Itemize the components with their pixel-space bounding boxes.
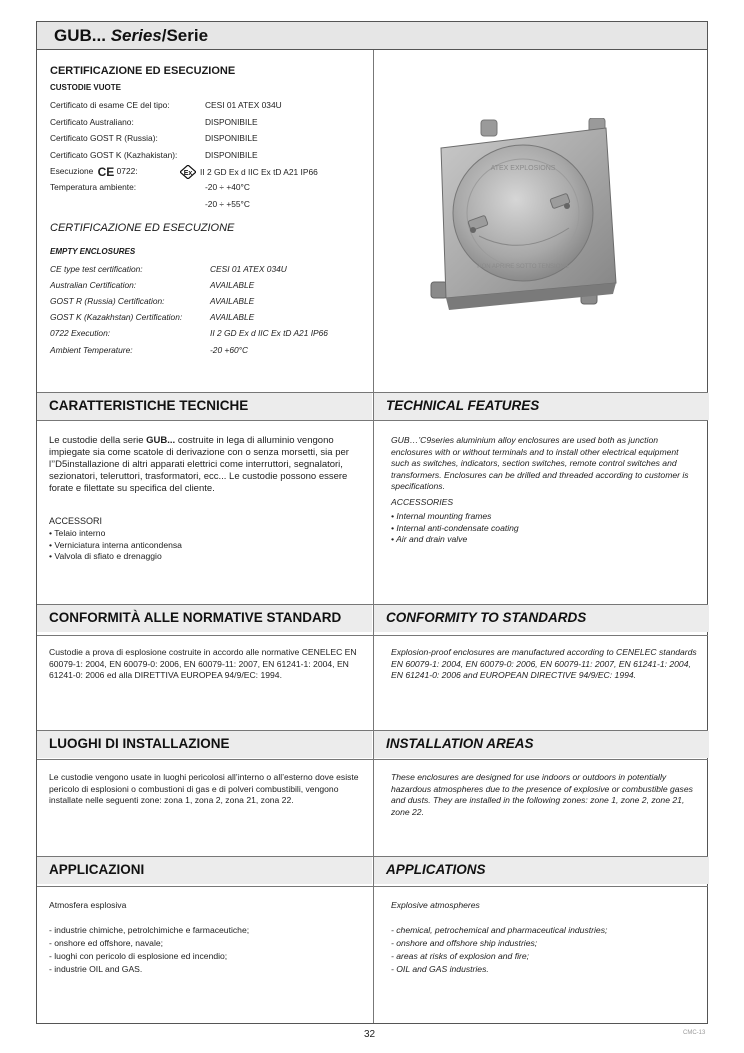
- inst-en-body: These enclosures are designed for use indoors or outdoors in potentially hazardous atmospheres due to the presence of explosive or combustible gases and dusts. They are installed in the following zones: zone 1, zone 2, zone 21, zone 22.: [391, 772, 693, 817]
- app-it-intro: Atmosfera esplosiva: [49, 900, 127, 910]
- svg-text:NON APRIRE SOTTO TENSIONE: NON APRIRE SOTTO TENSIONE: [477, 264, 569, 270]
- tech-en-acc-title: ACCESSORIES: [391, 497, 454, 507]
- svg-text:ATEX EXPLOSIONS: ATEX EXPLOSIONS: [490, 165, 556, 172]
- tech-en-body: GUB…’C9series aluminium alloy enclosures are used both as junction enclosures with or without terminals and to install other electrical equipment such as switches, indicators, section switches, remote control switches and transformers. Enclosures can be drilled and threaded according to customer is specifications.: [391, 435, 689, 491]
- title-series-it: /Serie: [161, 26, 209, 45]
- cert-en-row: GOST K (Kazakhstan) Certification: AVAILABLE: [50, 312, 255, 322]
- cert-it-heading: CERTIFICAZIONE ED ESECUZIONE: [50, 65, 236, 77]
- cert-it-row: Certificato Australiano: DISPONIBILE: [50, 117, 258, 127]
- tech-it-body: Le custodie della serie GUB... costruite in lega di alluminio vengono impiegate sia come scatole di derivazione con o senza morsetti, sia per l’’D5installazione di altri apparati elettrici come interruttori, segnalatori, sezionatori, teleruttori, trasformatori, ecc... Le custodie possono essere forate e filettate su specifica del cliente.: [49, 435, 349, 494]
- cert-en-row: Ambient Temperature: -20 +60°C: [50, 345, 249, 355]
- cert-en-row: Australian Certification: AVAILABLE: [50, 280, 255, 290]
- title-main: GUB...: [54, 26, 106, 45]
- cert-it-row: Certificato GOST R (Russia): DISPONIBILE: [50, 133, 258, 143]
- cert-en-row: CE type test certification: CESI 01 ATEX 034U: [50, 264, 287, 274]
- section-header: TECHNICAL FEATURES: [374, 393, 709, 420]
- section-header: CARATTERISTICHE TECNICHE: [37, 393, 372, 420]
- section-header: APPLICATIONS: [374, 857, 709, 884]
- cert-it-row: Certificato di esame CE del tipo: CESI 01 ATEX 034U: [50, 100, 282, 110]
- section-header: CONFORMITÀ ALLE NORMATIVE STANDARD: [37, 605, 372, 632]
- divider: [37, 420, 708, 421]
- section-header: INSTALLATION AREAS: [374, 731, 709, 758]
- section-header: CONFORMITY TO STANDARDS: [374, 605, 709, 632]
- ce-mark-icon: CE: [97, 165, 115, 179]
- app-en-list: - chemical, petrochemical and pharmaceutical industries; - onshore and offshore ship industries; - areas at risks of explosion and fire; - OIL and GAS industries.: [391, 925, 608, 974]
- app-it-list: - industrie chimiche, petrolchimiche e farmaceutiche; - onshore ed offshore, navale; - luoghi con pericolo di esplosione ed incendio; - industrie OIL and GAS.: [49, 925, 250, 974]
- cert-it-row: Certificato GOST K (Kazhakistan): DISPONIBILE: [50, 150, 258, 160]
- app-en-intro: Explosive atmospheres: [391, 900, 480, 910]
- conf-en-body: Explosion-proof enclosures are manufactured according to CENELEC standards EN 60079-1: 2004, EN 60079-0: 2006, EN 60079-11: 2007, EN 61241-1: 2004, EN 61241-0: 2006 and EUROPEAN DIRECTIVE 94/9/EC: 1994.: [391, 647, 697, 680]
- divider: [37, 886, 708, 887]
- divider: [37, 635, 708, 636]
- cert-it-row: Temperatura ambiente: -20 ÷ +40°C: [50, 182, 250, 192]
- inst-it-body: Le custodie vengono usate in luoghi pericolosi all’interno o all’esterno dove esiste pericolo di esplosioni o combustioni di gas e di polveri combustibili, vengono installate nelle seguenti zone: zona 1, zona 2, zona 21, zona 22.: [49, 772, 359, 805]
- footer-code: CMC-13: [683, 1030, 706, 1036]
- page-title: [54, 26, 208, 46]
- title-bar: [36, 21, 708, 50]
- section-header: LUOGHI DI INSTALLAZIONE: [37, 731, 372, 758]
- cert-it-sub: CUSTODIE VUOTE: [50, 83, 121, 92]
- tech-it-acc-list: • Telaio interno • Verniciatura interna anticondensa • Valvola di sfiato e drenaggio: [49, 528, 182, 561]
- cert-en-row: GOST R (Russia) Certification: AVAILABLE: [50, 296, 255, 306]
- cert-en-heading: CERTIFICAZIONE ED ESECUZIONE: [50, 222, 235, 234]
- product-photo: [401, 118, 631, 318]
- tech-it-acc-title: ACCESSORI: [49, 516, 103, 526]
- cert-en-sub: EMPTY ENCLOSURES: [50, 247, 136, 256]
- cert-it-row: Esecuzione CE 0722: Ex II 2 GD Ex d IIC Ex tD A21 IP66: [50, 165, 318, 179]
- page-number: 32: [364, 1029, 376, 1040]
- tech-en-acc-list: • Internal mounting frames • Internal anti-condensate coating • Air and drain valve: [391, 511, 519, 544]
- main-frame: CERTIFICAZIONE ED ESECUZIONE CUSTODIE VUOTE Certificato di esame CE del tipo: CESI 01 ATEX 034U Certificato Australiano: DISPONIBILE Certificato GOST R (Russia): DISPONIBILE Certificato GOST K (Kazhakistan): DISPONIBILE Esecuzione CE 0722: Ex II 2 GD Ex d IIC Ex tD A21 IP66 Temperatura ambiente: -20 ÷ +40°C -20 ÷ +55°C CERTIFICAZIONE ED ESECUZIONE EMPTY ENCLOSURES CE type test certification: CESI 01 ATEX 034U Australian Certification: AVAILABLE GOST R (Russia) Certification: AVAILABLE GOST K (Kazakhstan) Certification: AVAILABLE 0722 Execution: II 2 GD Ex d IIC Ex tD A21 IP66 Ambient Temperature: -20 +60°C ATEX EXPLOSIONS NON APRIRE SOTTO TENSIONE CARATTERISTICHE TECNICHE TECHNICAL FEATURES Le custodie della serie GUB... costruite in lega di alluminio vengono impiegate sia come scatole di derivazione con o senza morsetti, sia per l’’D5installazione di altri apparati elettrici come interruttori, segnalatori, sezionatori, teleruttori, trasformatori, ecc... Le custodie possono essere forate e filettate su specifica del cliente. ACCESSORI • Telaio interno • Verniciatura interna anticondensa • Valvola di sfiato e drenaggio GUB…’C9series aluminium alloy enclosures are used both as junction enclosures with or without terminals and to install other electrical equipment such as switches, indicators, section switches, remote control switches and transformers. Enclosures can be drilled and threaded according to customer is specifications. ACCESSORIES • Internal mounting frames • Internal anti-condensate coating • Air and drain valve CONFORMITÀ ALLE NORMATIVE STANDARD CONFORMITY TO STANDARDS Custodie a prova di esplosione costruite in accordo alle normative CENELEC EN 60079-1: 2004, EN 60079-0: 2006, EN 60079-11: 2007, EN 61241-1: 2004, EN 61241-0: 2006 ed alla DIRETTIVA EUROPEA 94/9/EC: 1994. Explosion-proof enclosures are manufactured according to CENELEC standards EN 60079-1: 2004, EN 60079-0: 2006, EN 60079-11: 2007, EN 61241-1: 2004, EN 61241-0: 2006 and EUROPEAN DIRECTIVE 94/9/EC: 1994. LUOGHI DI INSTALLAZIONE INSTALLATION AREAS Le custodie vengono usate in luoghi pericolosi all’interno o all’esterno dove esiste pericolo di esplosioni o combustioni di gas e di polveri combustibili, vengono installate nelle seguenti zone: zona 1, zona 2, zona 21, zona 22. These enclosures are designed for use indoors or outdoors in potentially hazardous atmospheres due to the presence of explosive or combustible gases and dusts. They are installed in the following zones: zone 1, zone 2, zone 21, zone 22. APPLICAZIONI APPLICATIONS Atmosfera esplosiva - industrie chimiche, petrolchimiche e farmaceutiche; - onshore ed offshore, navale; - luoghi con pericolo di esplosione ed incendio; - industrie OIL and GAS. Explosive atmospheres - chemical, petrochemical and pharmaceutical industries; - onshore and offshore ship industries; - areas at risks of explosion and fire; - OIL and GAS industries.: [36, 50, 708, 1024]
- title-series-en: Series: [110, 26, 162, 45]
- section-header: APPLICAZIONI: [37, 857, 372, 884]
- ex-mark-icon: [180, 165, 196, 181]
- divider: [37, 759, 708, 760]
- cert-en-row: 0722 Execution: II 2 GD Ex d IIC Ex tD A21 IP66: [50, 328, 328, 338]
- svg-text:Ex: Ex: [183, 170, 193, 177]
- conf-it-body: Custodie a prova di esplosione costruite in accordo alle normative CENELEC EN 60079-1: 2004, EN 60079-0: 2006, EN 60079-11: 2007, EN 61241-1: 2004, EN 61241-0: 2006 ed alla DIRETTIVA EUROPEA 94/9/EC: 1994.: [49, 647, 357, 680]
